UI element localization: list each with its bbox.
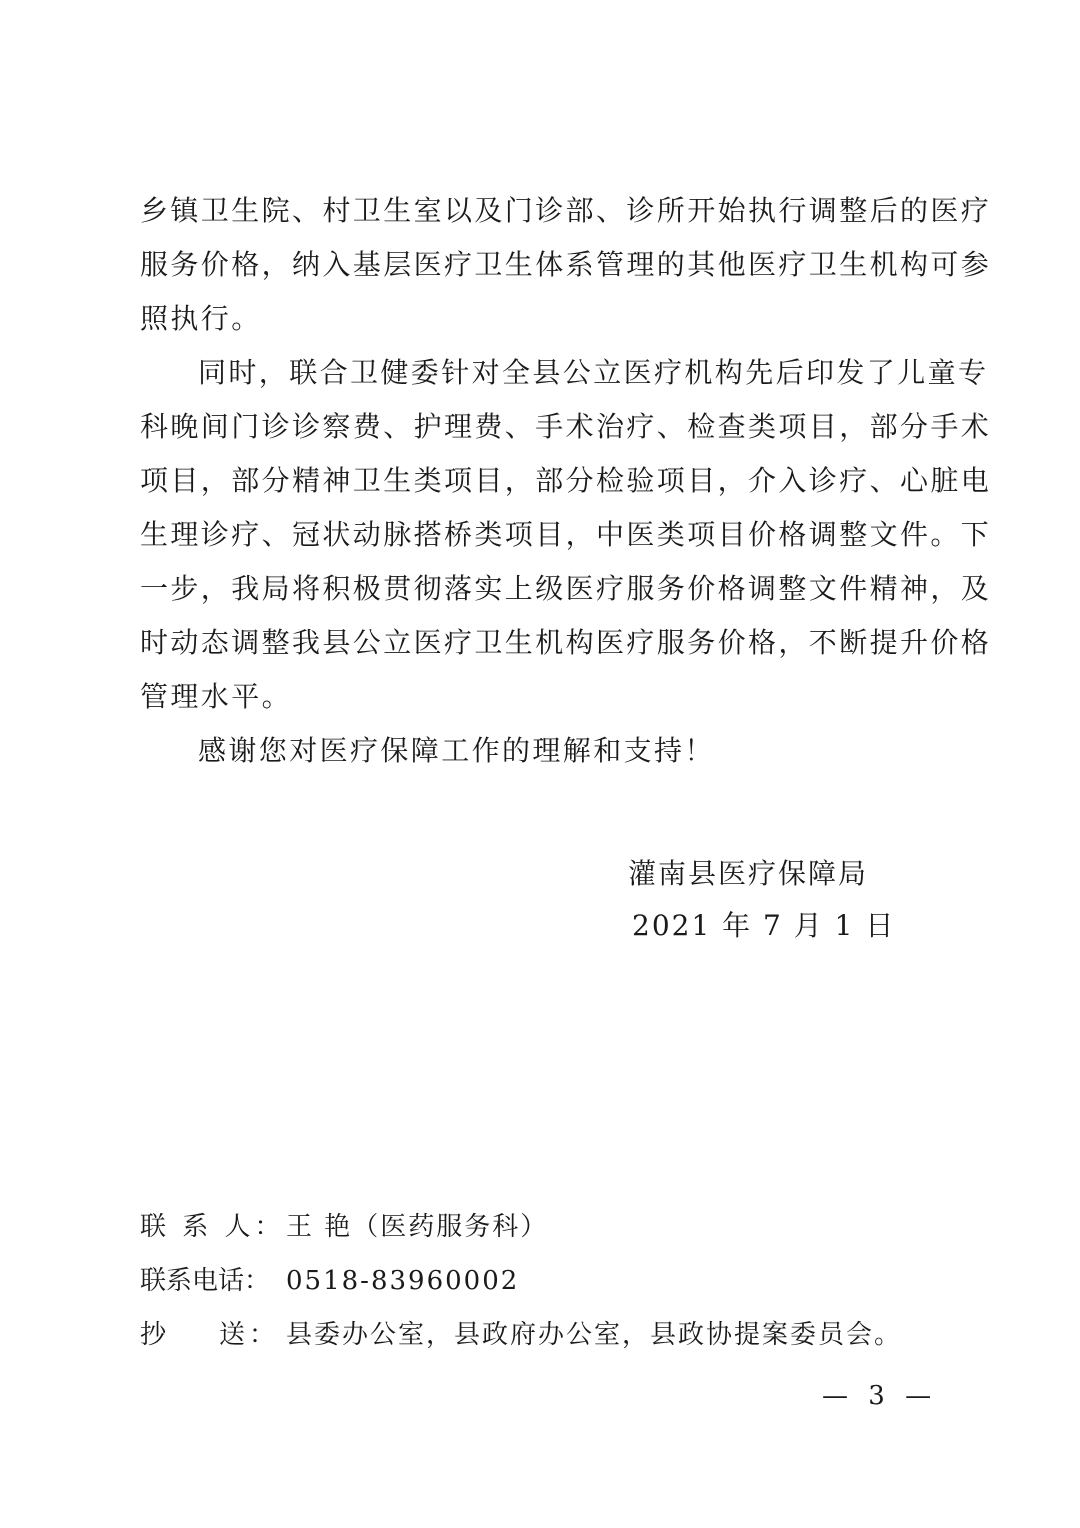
paragraph-2-line-4: 生理诊疗、冠状动脉搭桥类项目，中医类项目价格调整文件。下	[140, 518, 992, 551]
paragraph-1-line-1: 乡镇卫生院、村卫生室以及门诊部、诊所开始执行调整后的医疗	[140, 194, 992, 227]
paragraph-1-line-2: 服务价格，纳入基层医疗卫生体系管理的其他医疗卫生机构可参	[140, 248, 992, 281]
contact-phone-label: 联系电话：	[140, 1266, 271, 1296]
issuing-organization: 灌南县医疗保障局	[628, 857, 869, 890]
cc-row	[140, 1308, 902, 1362]
paragraph-2-line-3: 项目，部分精神卫生类项目，部分检验项目，介入诊疗、心脏电	[140, 464, 992, 497]
paragraph-2-line-1: 同时，联合卫健委针对全县公立医疗机构先后印发了儿童专	[198, 356, 989, 389]
paragraph-2-line-5: 一步，我局将积极贯彻落实上级医疗服务价格调整文件精神，及	[140, 572, 992, 605]
signature-block	[628, 848, 895, 952]
paragraph-2-line-7: 管理水平。	[140, 680, 293, 713]
contact-phone-row	[140, 1254, 902, 1308]
page-number: — 3 —	[822, 1381, 938, 1411]
contact-person-row	[140, 1200, 902, 1254]
paragraph-2-line-2: 科晚间门诊诊察费、护理费、手术治疗、检查类项目，部分手术	[140, 410, 992, 443]
letter-body	[140, 184, 992, 778]
paragraph-1-line-3: 照执行。	[140, 302, 262, 335]
contact-person-label: 联 系 人：	[140, 1212, 285, 1242]
paragraph-3-line-1: 感谢您对医疗保障工作的理解和支持！	[198, 734, 715, 767]
cc-value: 县委办公室，县政府办公室，县政协提案委员会。	[286, 1320, 903, 1350]
contact-phone-value: 0518-83960002	[286, 1266, 520, 1296]
issue-date: 2021 年 7 月 1 日	[632, 909, 896, 942]
cc-label: 抄 送：	[140, 1320, 280, 1350]
contact-person-value: 王 艳（医药服务科）	[286, 1212, 549, 1242]
paragraph-2-line-6: 时动态调整我县公立医疗卫生机构医疗服务价格，不断提升价格	[140, 626, 992, 659]
footer-info	[140, 1200, 902, 1362]
